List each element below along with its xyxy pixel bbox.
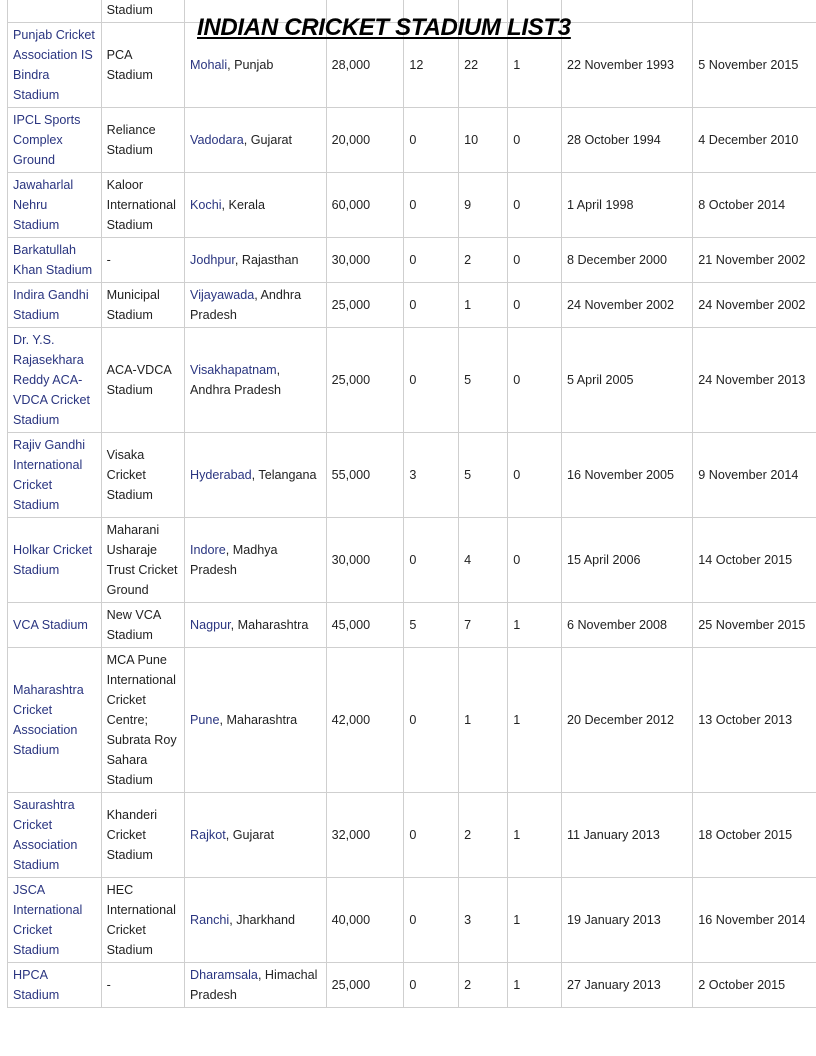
state-text: , Maharashtra: [230, 618, 309, 632]
cell-t20is: 1: [508, 963, 562, 1008]
state-text: , Maharashtra: [219, 713, 298, 727]
cell-odis: 2: [459, 793, 508, 878]
cell-stadium-name: [8, 793, 102, 878]
cell-alternative-name: PCA Stadium: [101, 23, 184, 108]
cell-capacity: 20,000: [326, 108, 404, 173]
cell-first-match: 27 January 2013: [561, 963, 692, 1008]
table-row: [8, 433, 816, 518]
stadium-link[interactable]: Rajiv Gandhi International Cricket Stadium: [13, 438, 86, 512]
cell-empty: [561, 0, 692, 23]
cell-tests: 0: [404, 793, 459, 878]
table-row: [8, 603, 816, 648]
cell-first-match: 16 November 2005: [561, 433, 692, 518]
cell-first-match: 20 December 2012: [561, 648, 692, 793]
cell-t20is: 1: [508, 603, 562, 648]
cell-t20is: 0: [508, 328, 562, 433]
cell-capacity: 25,000: [326, 328, 404, 433]
cell-location: [185, 433, 327, 518]
cell-tests: 0: [404, 108, 459, 173]
state-text: , Punjab: [227, 58, 274, 72]
table-row: [8, 173, 816, 238]
cell-first-match: 11 January 2013: [561, 793, 692, 878]
state-text: , Madhya Pradesh: [190, 543, 278, 577]
cell-tests: 0: [404, 173, 459, 238]
cell-last-match: 24 November 2002: [693, 283, 816, 328]
cell-alternative-name: ACA-VDCA Stadium: [101, 328, 184, 433]
cell-alternative-name: -: [101, 963, 184, 1008]
cell-last-match: 21 November 2002: [693, 238, 816, 283]
city-link[interactable]: Pune: [190, 713, 220, 727]
cell-odis: 3: [459, 878, 508, 963]
cell-stadium-name: [8, 878, 102, 963]
cell-last-match: 4 December 2010: [693, 108, 816, 173]
cell-empty: [8, 0, 102, 23]
stadium-link[interactable]: Punjab Cricket Association IS Bindra Stadium: [13, 28, 95, 102]
cell-t20is: 1: [508, 648, 562, 793]
table-row: [8, 878, 816, 963]
cell-alternative-name: MCA Pune International Cricket Centre; Subrata Roy Sahara Stadium: [101, 648, 184, 793]
cell-odis: 1: [459, 283, 508, 328]
city-link[interactable]: Jodhpur: [190, 253, 235, 267]
state-text: , Gujarat: [225, 828, 275, 842]
stadium-link[interactable]: Saurashtra Cricket Association Stadium: [13, 798, 78, 872]
cell-first-match: 8 December 2000: [561, 238, 692, 283]
cell-location: [185, 878, 327, 963]
cell-odis: 5: [459, 328, 508, 433]
cell-alternative-name: HEC International Cricket Stadium: [101, 878, 184, 963]
stadium-link[interactable]: Jawaharlal Nehru Stadium: [13, 178, 74, 232]
cell-last-match: 16 November 2014: [693, 878, 816, 963]
page-title: INDIAN CRICKET STADIUM LIST3: [197, 14, 571, 41]
cell-t20is: 1: [508, 878, 562, 963]
cell-first-match: 28 October 1994: [561, 108, 692, 173]
stadium-link[interactable]: Indira Gandhi Stadium: [13, 288, 89, 322]
cell-tests: 0: [404, 878, 459, 963]
cell-capacity: 30,000: [326, 238, 404, 283]
cell-odis: 1: [459, 648, 508, 793]
state-text: , Kerala: [221, 198, 265, 212]
table-row: [8, 328, 816, 433]
cell-location: [185, 283, 327, 328]
cell-last-match: 5 November 2015: [693, 23, 816, 108]
cell-stadium-name: [8, 518, 102, 603]
cell-alternative-name: Maharani Usharaje Trust Cricket Ground: [101, 518, 184, 603]
cell-t20is: 1: [508, 793, 562, 878]
state-text: , Telangana: [251, 468, 317, 482]
cell-stadium-name: [8, 283, 102, 328]
cell-odis: 22: [459, 23, 508, 108]
city-link[interactable]: Indore: [190, 543, 226, 557]
cell-alternative-name: -: [101, 238, 184, 283]
cell-tests: 0: [404, 283, 459, 328]
state-text: , Jharkhand: [229, 913, 296, 927]
cell-odis: 4: [459, 518, 508, 603]
cell-t20is: 0: [508, 518, 562, 603]
city-link[interactable]: Visakhapatnam: [190, 363, 277, 377]
cell-alternative-name: Khanderi Cricket Stadium: [101, 793, 184, 878]
table-row: [8, 648, 816, 793]
cell-location: [185, 173, 327, 238]
stadium-link[interactable]: VCA Stadium: [13, 618, 88, 632]
cell-empty: [693, 0, 816, 23]
table-row: [8, 108, 816, 173]
stadium-link[interactable]: Holkar Cricket Stadium: [13, 543, 93, 577]
state-text: , Himachal Pradesh: [190, 968, 318, 1002]
cell-odis: 10: [459, 108, 508, 173]
cell-first-match: 1 April 1998: [561, 173, 692, 238]
table-row: [8, 283, 816, 328]
cell-last-match: 2 October 2015: [693, 963, 816, 1008]
cell-capacity: 42,000: [326, 648, 404, 793]
cell-tests: 3: [404, 433, 459, 518]
cell-capacity: 25,000: [326, 283, 404, 328]
cell-alternative-name: New VCA Stadium: [101, 603, 184, 648]
city-link[interactable]: Hyderabad: [190, 468, 252, 482]
cell-t20is: 0: [508, 108, 562, 173]
state-text: , Gujarat: [243, 133, 293, 147]
cell-location: [185, 603, 327, 648]
cell-tests: 12: [404, 23, 459, 108]
cell-location: [185, 238, 327, 283]
cell-first-match: 15 April 2006: [561, 518, 692, 603]
cell-location: [185, 963, 327, 1008]
cell-first-match: 24 November 2002: [561, 283, 692, 328]
cell-first-match: 6 November 2008: [561, 603, 692, 648]
cell-last-match: 25 November 2015: [693, 603, 816, 648]
stadium-link[interactable]: HPCA Stadium: [13, 968, 60, 1002]
cell-alternative-name: Kaloor International Stadium: [101, 173, 184, 238]
cell-stadium-name: [8, 603, 102, 648]
cell-first-match: 22 November 1993: [561, 23, 692, 108]
cell-location: [185, 518, 327, 603]
cell-location: [185, 648, 327, 793]
table-row: [8, 793, 816, 878]
stadium-link[interactable]: Dr. Y.S. Rajasekhara Reddy ACA-VDCA Cricket Stadium: [13, 333, 90, 427]
cell-stadium-name: [8, 963, 102, 1008]
city-link[interactable]: Rajkot: [190, 828, 226, 842]
table-row: [8, 238, 816, 283]
city-link[interactable]: Kochi: [190, 198, 222, 212]
cell-stadium-name: [8, 648, 102, 793]
city-link[interactable]: Vadodara: [190, 133, 244, 147]
cell-stadium-name: [8, 238, 102, 283]
cell-odis: 2: [459, 238, 508, 283]
cell-tests: 0: [404, 518, 459, 603]
cell-tests: 0: [404, 328, 459, 433]
cell-stadium-name: [8, 173, 102, 238]
cell-tests: 0: [404, 963, 459, 1008]
state-text: , Andhra Pradesh: [190, 288, 302, 322]
cell-t20is: 0: [508, 173, 562, 238]
cell-tests: 5: [404, 603, 459, 648]
cell-last-match: 13 October 2013: [693, 648, 816, 793]
cell-stadium-name: [8, 433, 102, 518]
cell-capacity: 32,000: [326, 793, 404, 878]
stadium-link[interactable]: Maharashtra Cricket Association Stadium: [13, 683, 84, 757]
cell-capacity: 28,000: [326, 23, 404, 108]
cell-alternative-name: Municipal Stadium: [101, 283, 184, 328]
cell-t20is: 0: [508, 283, 562, 328]
cell-t20is: 1: [508, 23, 562, 108]
cell-stadium-name: [8, 23, 102, 108]
cell-last-match: 9 November 2014: [693, 433, 816, 518]
cell-odis: 7: [459, 603, 508, 648]
city-link[interactable]: Ranchi: [190, 913, 230, 927]
cell-odis: 2: [459, 963, 508, 1008]
cell-capacity: 30,000: [326, 518, 404, 603]
cell-alternative-name: Visaka Cricket Stadium: [101, 433, 184, 518]
cell-stadium-name: [8, 108, 102, 173]
cell-location: [185, 793, 327, 878]
cell-alt-name-partial: Stadium: [101, 0, 184, 23]
cell-first-match: 5 April 2005: [561, 328, 692, 433]
cell-tests: 0: [404, 648, 459, 793]
cell-capacity: 55,000: [326, 433, 404, 518]
table-row: [8, 518, 816, 603]
cell-alternative-name: Reliance Stadium: [101, 108, 184, 173]
cell-last-match: 24 November 2013: [693, 328, 816, 433]
stadium-table-body: [8, 0, 816, 1008]
cell-last-match: 14 October 2015: [693, 518, 816, 603]
cell-odis: 5: [459, 433, 508, 518]
cell-first-match: 19 January 2013: [561, 878, 692, 963]
state-text: , Rajasthan: [234, 253, 299, 267]
cell-capacity: 25,000: [326, 963, 404, 1008]
city-link[interactable]: Vijayawada: [190, 288, 255, 302]
cell-t20is: 0: [508, 433, 562, 518]
stadium-link[interactable]: JSCA International Cricket Stadium: [13, 883, 83, 957]
cell-odis: 9: [459, 173, 508, 238]
cell-location: [185, 328, 327, 433]
stadium-link[interactable]: Barkatullah Khan Stadium: [13, 243, 93, 277]
city-link[interactable]: Nagpur: [190, 618, 231, 632]
stadium-link[interactable]: IPCL Sports Complex Ground: [13, 113, 81, 167]
city-link[interactable]: Mohali: [190, 58, 228, 72]
table-row: [8, 963, 816, 1008]
cell-last-match: 18 October 2015: [693, 793, 816, 878]
cell-location: [185, 108, 327, 173]
cell-tests: 0: [404, 238, 459, 283]
city-link[interactable]: Dharamsala: [190, 968, 258, 982]
cell-last-match: 8 October 2014: [693, 173, 816, 238]
cell-capacity: 40,000: [326, 878, 404, 963]
stadium-table: [7, 0, 816, 1008]
cell-capacity: 45,000: [326, 603, 404, 648]
cell-stadium-name: [8, 328, 102, 433]
cell-t20is: 0: [508, 238, 562, 283]
state-text: , Andhra Pradesh: [190, 363, 282, 397]
cell-capacity: 60,000: [326, 173, 404, 238]
